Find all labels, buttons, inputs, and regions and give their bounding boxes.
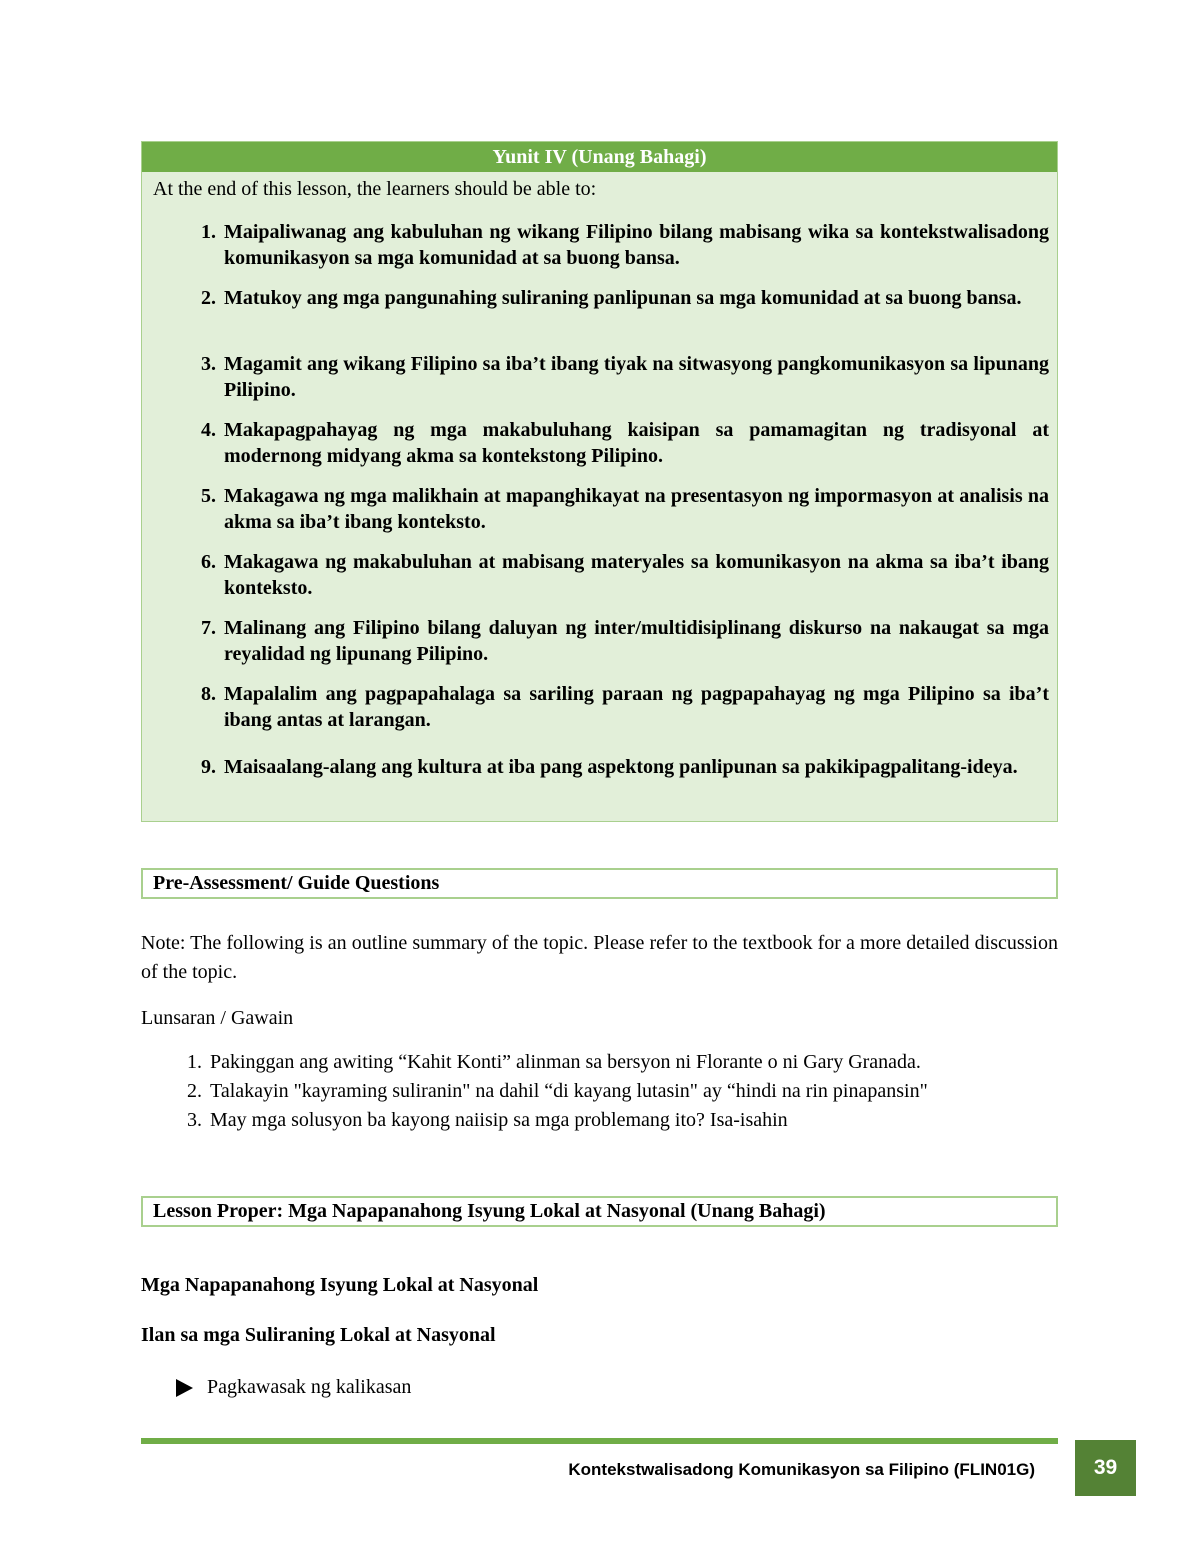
objective-item-1 (201, 219, 1049, 271)
note-paragraph: Note: The following is an outline summary of the topic. Please refer to the textbook for a more detailed discussion of the topic. (141, 932, 1058, 983)
question-text: Talakayin "kayraming suliranin" na dahil “di kayang lutasin" ay “hindi na rin pinapansin" (210, 1080, 928, 1102)
footer-course-title: Kontekstwalisadong Komunikasyon sa Filipino (FLIN01G) (568, 1460, 1035, 1479)
triangle-bullet-icon (176, 1379, 193, 1397)
question-text: Pakinggan ang awiting “Kahit Konti” alinman sa bersyon ni Florante o ni Gary Granada. (210, 1051, 921, 1073)
objective-text: Mapalalim ang pagpapahalaga sa sariling paraan ng pagpapahayag ng mga Pilipino sa iba’t ibang antas at larangan. (224, 683, 1049, 731)
objective-number: 6. (201, 551, 216, 573)
objective-item-9 (201, 747, 1034, 787)
question-number: 2. (187, 1080, 202, 1102)
objective-item-7 (201, 615, 1049, 667)
objective-text: Makagawa ng mga malikhain at mapanghikayat na presentasyon ng impormasyon at analisis na akma sa iba’t ibang konteksto. (224, 485, 1049, 533)
bullet-item (176, 1376, 411, 1399)
guide-question-3 (187, 1107, 788, 1133)
lesson-subheading-2: Ilan sa mga Suliraning Lokal at Nasyonal (141, 1324, 496, 1346)
objective-item-4 (201, 417, 1049, 469)
objective-number: 9. (201, 756, 216, 778)
question-text: May mga solusyon ba kayong naiisip sa mga problemang ito? Isa-isahin (210, 1109, 788, 1131)
objective-number: 2. (201, 287, 216, 309)
page-number: 39 (1075, 1440, 1136, 1496)
objective-text: Maisaalang-alang ang kultura at iba pang aspektong panlipunan sa pakikipagpalitang-ideya. (224, 756, 1018, 778)
objectives-box (141, 141, 1058, 822)
guide-question-1 (187, 1049, 921, 1075)
objective-number: 3. (201, 353, 216, 375)
objective-item-6 (201, 549, 1049, 601)
objective-item-8 (201, 681, 1049, 733)
objective-number: 4. (201, 419, 216, 441)
footer-rule (141, 1438, 1058, 1444)
objective-number: 5. (201, 485, 216, 507)
objective-item-2 (201, 285, 1049, 311)
bullet-text: Pagkawasak ng kalikasan (207, 1376, 412, 1398)
pre-assessment-heading: Pre-Assessment/ Guide Questions (141, 868, 1058, 899)
objective-text: Matukoy ang mga pangunahing suliraning panlipunan sa mga komunidad at sa buong bansa. (224, 287, 1022, 309)
objective-text: Makagawa ng makabuluhan at mabisang materyales sa komunikasyon na akma sa iba’t ibang konteksto. (224, 551, 1049, 599)
objectives-heading: Yunit IV (Unang Bahagi) (142, 142, 1057, 172)
objective-text: Maipaliwanag ang kabuluhan ng wikang Filipino bilang mabisang wika sa kontekstwalisadong komunikasyon sa mga komunidad at sa buong bansa. (224, 221, 1049, 269)
lesson-subheading-1: Mga Napapanahong Isyung Lokal at Nasyonal (141, 1274, 539, 1296)
objective-number: 8. (201, 683, 216, 705)
objective-item-3 (201, 351, 1049, 403)
question-number: 3. (187, 1109, 202, 1131)
objectives-intro: At the end of this lesson, the learners should be able to: (153, 178, 597, 200)
question-number: 1. (187, 1051, 202, 1073)
guide-question-2 (187, 1078, 928, 1104)
lesson-proper-heading: Lesson Proper: Mga Napapanahong Isyung Lokal at Nasyonal (Unang Bahagi) (141, 1196, 1058, 1227)
objective-number: 7. (201, 617, 216, 639)
objective-text: Makapagpahayag ng mga makabuluhang kaisipan sa pamamagitan ng tradisyonal at modernong midyang akma sa kontekstong Pilipino. (224, 419, 1049, 467)
lunsaran-label: Lunsaran / Gawain (141, 1007, 294, 1029)
objective-item-5 (201, 483, 1049, 535)
objective-text: Magamit ang wikang Filipino sa iba’t ibang tiyak na sitwasyong pangkomunikasyon sa lipunang Pilipino. (224, 353, 1049, 401)
objective-number: 1. (201, 221, 216, 243)
objective-text: Malinang ang Filipino bilang daluyan ng inter/multidisiplinang diskurso na nakaugat sa mga reyalidad ng lipunang Pilipino. (224, 617, 1049, 665)
